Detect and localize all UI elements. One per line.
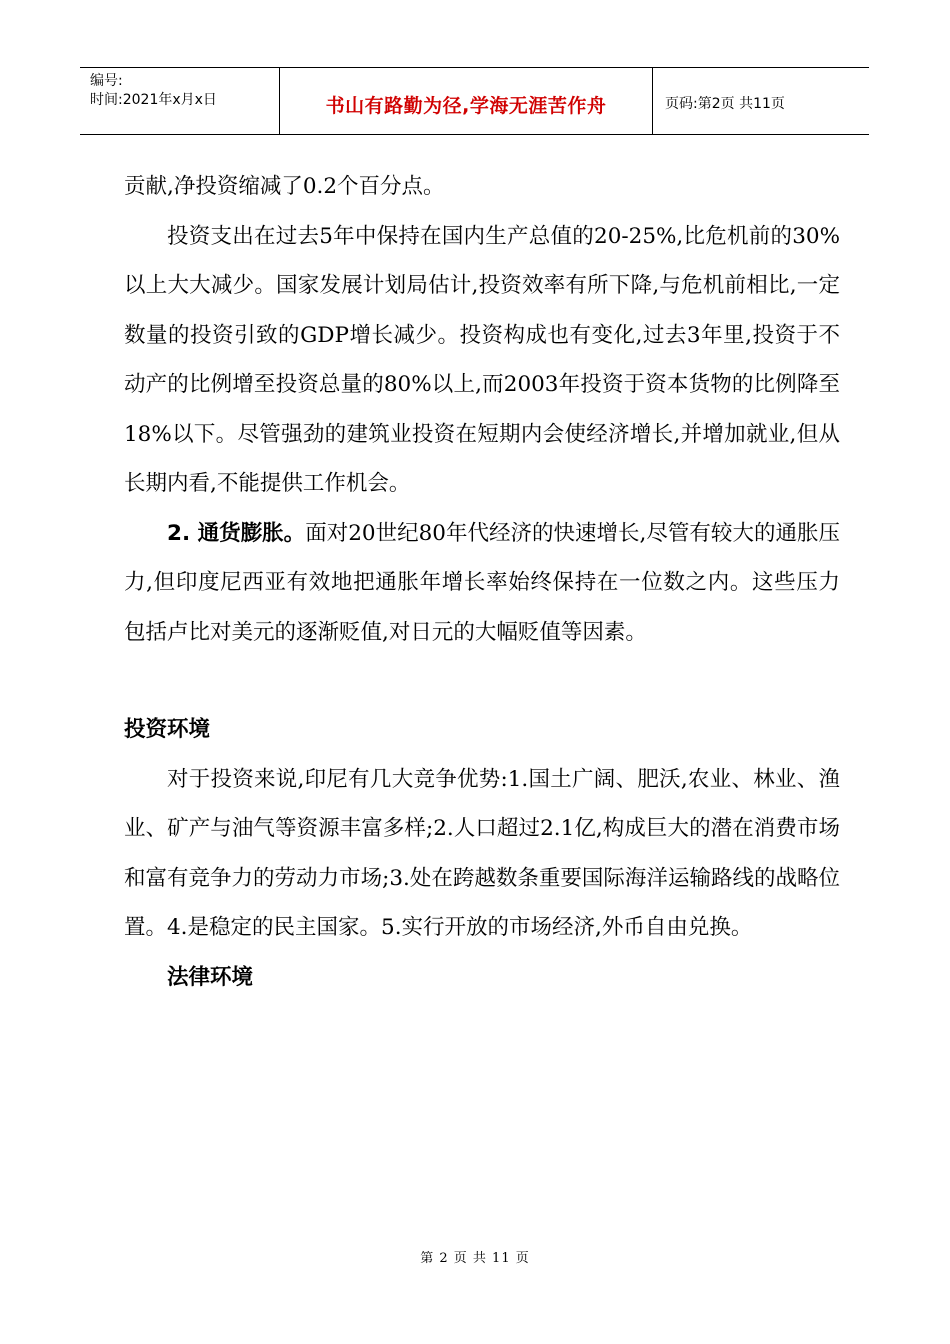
header-motto-cell <box>280 68 653 134</box>
document-body <box>124 162 840 1002</box>
paragraph-investment-spending: 投资支出在过去5年中保持在国内生产总值的20-25%,比危机前的30%以上大大减少。国家发展计划局估计,投资效率有所下降,与危机前相比,一定数量的投资引致的GDP增长减少。投资构成也有变化,过去3年里,投资于不动产的比例增至投资总量的80%以上,而2003年投资于资本货物的比例降至18%以下。尽管强劲的建筑业投资在短期内会使经济增长,并增加就业,但从长期内看,不能提供工作机会。 <box>124 223 840 496</box>
inflation-text: 面对20世纪80年代经济的快速增长,尽管有较大的通胀压力,但印度尼西亚有效地把通胀年增长率始终保持在一位数之内。这些压力包括卢比对美元的逐渐贬值,对日元的大幅贬值等因素。 <box>124 520 840 645</box>
document-number-label: 编号: <box>90 73 123 89</box>
paragraph-inflation <box>124 509 840 658</box>
paragraph-continuation: 贡献,净投资缩减了0.2个百分点。 <box>124 174 445 199</box>
spacer <box>124 657 840 705</box>
paragraph-investment-advantages: 对于投资来说,印尼有几大竞争优势:1.国土广阔、肥沃,农业、林业、渔业、矿产与油气等资源丰富多样;2.人口超过2.1亿,构成巨大的潜在消费市场和富有竞争力的劳动力市场;3.处在跨越数条重要国际海洋运输路线的战略位置。4.是稳定的民主国家。5.实行开放的市场经济,外币自由兑换。 <box>124 766 840 940</box>
document-time-label: 时间:2021年x月x日 <box>90 92 217 108</box>
page-footer: 第 2 页 共 11 页 <box>420 1251 530 1266</box>
inflation-label: 2. 通货膨胀。 <box>167 520 306 546</box>
header-page-code: 页码:第2页 共11页 <box>665 96 785 112</box>
page-header <box>80 67 869 135</box>
header-motto: 书山有路勤为径,学海无涯苦作舟 <box>325 94 607 117</box>
section-title-legal-environment: 法律环境 <box>167 964 254 990</box>
section-title-investment-environment: 投资环境 <box>124 717 211 742</box>
header-meta <box>80 68 280 134</box>
